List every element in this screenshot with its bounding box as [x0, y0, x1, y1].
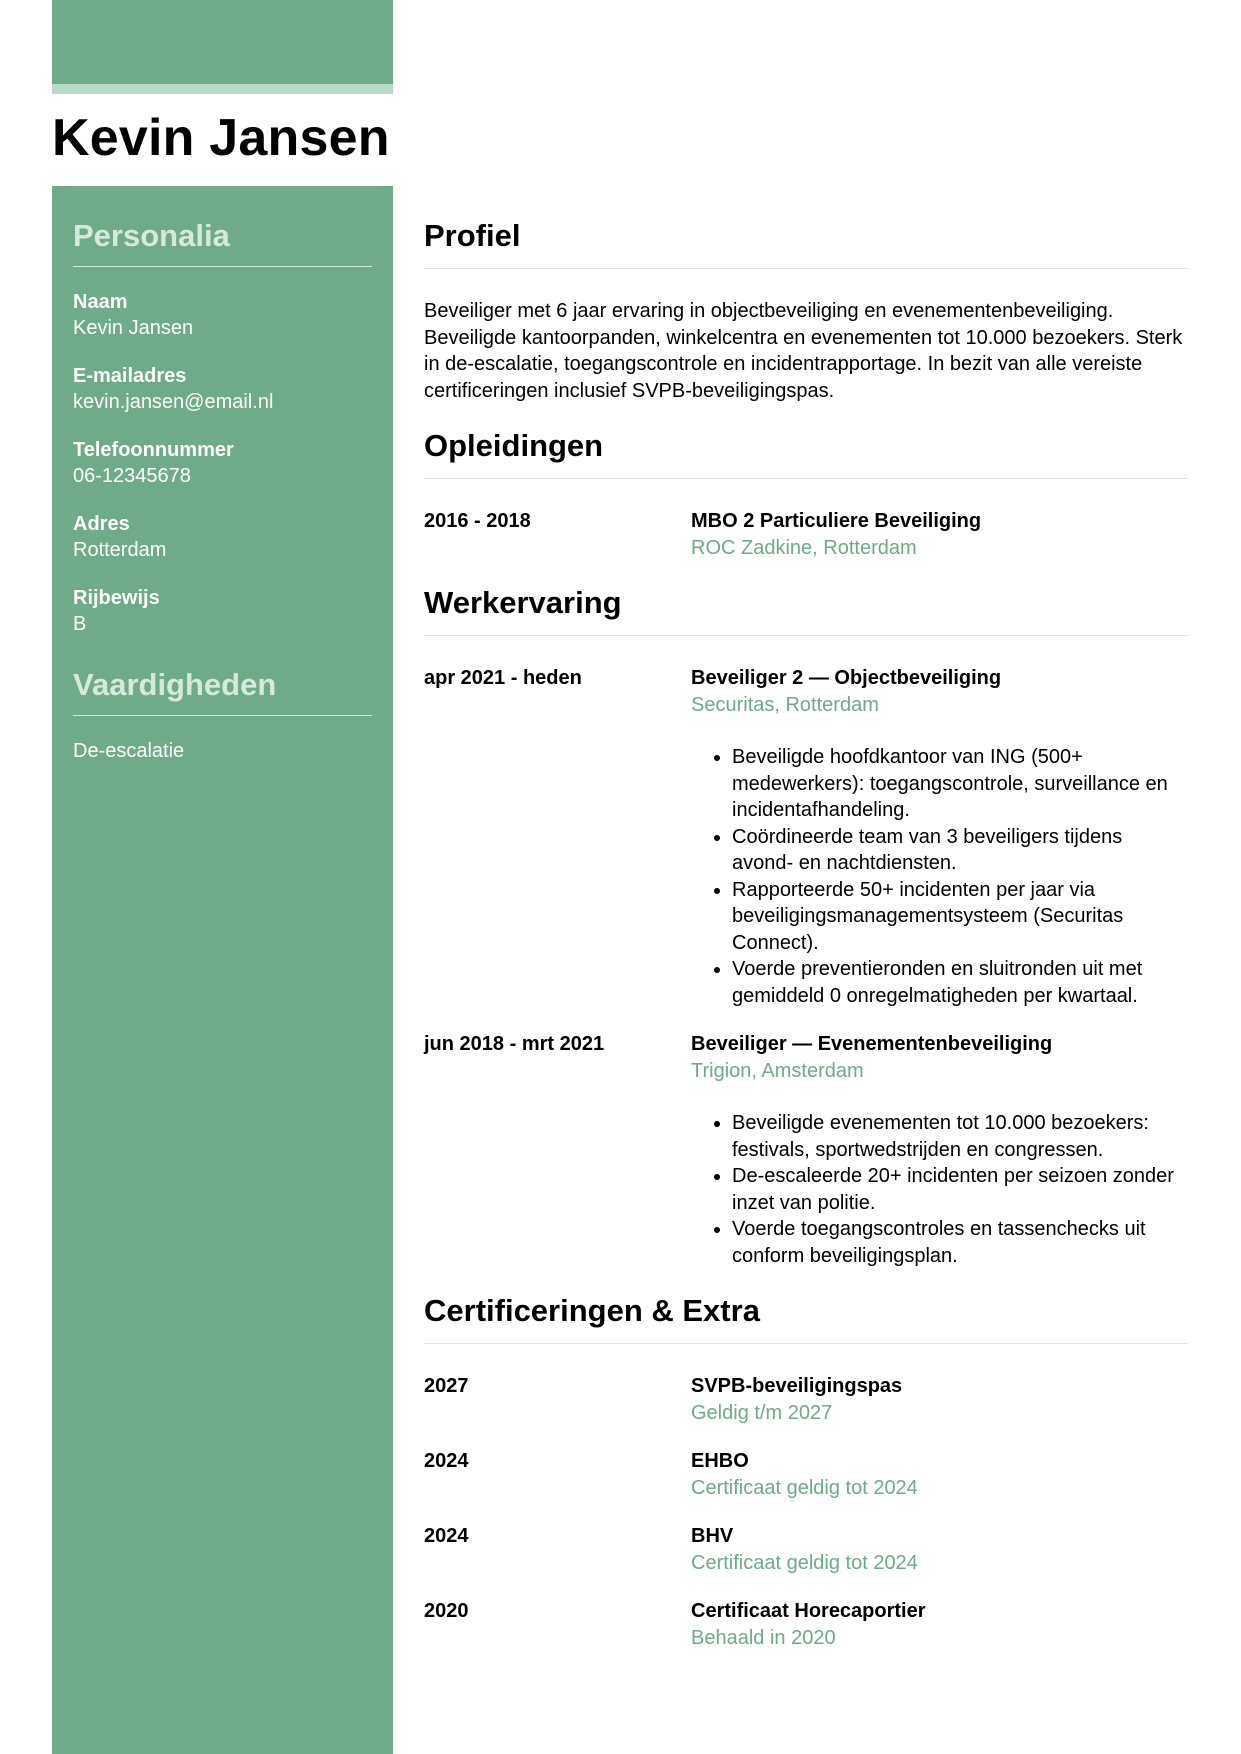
profile-section	[424, 216, 1188, 404]
certifications-heading: Certificeringen & Extra	[424, 1291, 1188, 1344]
candidate-name: Kevin Jansen	[52, 109, 390, 167]
field-label: Adres	[73, 513, 130, 535]
entry-subtitle: Certificaat geldig tot 2024	[691, 1476, 918, 1499]
entry-title: SVPB-beveiligingspas	[691, 1375, 903, 1397]
certification-entry	[424, 1373, 1188, 1426]
entry-body	[691, 665, 1188, 1009]
bullet-item: • Voerde preventieronden en sluitronden uit met gemiddeld 0 onregelmatigheden per kwartaal.	[732, 956, 1188, 1009]
entry-body	[691, 1598, 1188, 1651]
sidebar-accent-stripe	[52, 84, 393, 94]
entry-subtitle: Certificaat geldig tot 2024	[691, 1551, 918, 1574]
bullet-item: • Coördineerde team van 3 beveiligers tijdens avond- en nachtdiensten.	[732, 824, 1188, 877]
entry-title: EHBO	[691, 1450, 749, 1472]
field-label: Telefoonnummer	[73, 439, 234, 461]
bullet-item: • De-escaleerde 20+ incidenten per seizoen zonder inzet van politie.	[732, 1163, 1188, 1216]
entry-body	[691, 1523, 1188, 1576]
bullet-item: • Beveiligde evenementen tot 10.000 bezoekers: festivals, sportwedstrijden en congressen.	[732, 1110, 1188, 1163]
main-content	[424, 186, 1188, 1651]
entry-date: apr 2021 - heden	[424, 667, 582, 689]
bullet-list	[691, 1110, 1188, 1269]
field-label: E-mailadres	[73, 365, 187, 387]
entry-title: Certificaat Horecaportier	[691, 1600, 926, 1622]
field-label: Rijbewijs	[73, 587, 160, 609]
field-value: Rotterdam	[73, 539, 167, 561]
profile-heading: Profiel	[424, 216, 1188, 269]
sidebar-header-block	[52, 0, 393, 84]
field-rijbewijs	[73, 585, 372, 637]
entry-subtitle: Securitas, Rotterdam	[691, 693, 879, 716]
entry-date: 2027	[424, 1375, 469, 1397]
entry-subtitle: ROC Zadkine, Rotterdam	[691, 536, 917, 559]
entry-body	[691, 508, 1188, 561]
bullet-list	[691, 744, 1188, 1009]
entry-title: Beveiliger 2 — Objectbeveiliging	[691, 667, 1002, 689]
entry-title: MBO 2 Particuliere Beveiliging	[691, 510, 982, 532]
entry-date: 2016 - 2018	[424, 510, 531, 532]
entry-subtitle: Behaald in 2020	[691, 1626, 836, 1649]
entry-subtitle: Geldig t/m 2027	[691, 1401, 833, 1424]
entry-date: 2020	[424, 1600, 469, 1622]
field-email	[73, 363, 372, 415]
bullet-item: • Rapporteerde 50+ incidenten per jaar via beveiligingsmanagementsysteem (Securitas Connect).	[732, 877, 1188, 957]
sidebar	[52, 186, 393, 1754]
education-section	[424, 426, 1188, 561]
certification-entry	[424, 1448, 1188, 1501]
entry-body	[691, 1373, 1188, 1426]
personalia-heading: Personalia	[73, 216, 372, 267]
field-value: Kevin Jansen	[73, 317, 194, 339]
entry-date: 2024	[424, 1450, 469, 1472]
entry-body	[691, 1031, 1188, 1269]
experience-entry	[424, 1031, 1188, 1269]
entry-date: 2024	[424, 1525, 469, 1547]
field-adres	[73, 511, 372, 563]
education-heading: Opleidingen	[424, 426, 1188, 479]
vaardigheden-heading: Vaardigheden	[73, 665, 372, 716]
field-telefoon	[73, 437, 372, 489]
field-value: kevin.jansen@email.nl	[73, 391, 274, 413]
certification-entry	[424, 1523, 1188, 1576]
education-entry	[424, 508, 1188, 561]
field-naam	[73, 289, 372, 341]
bullet-item: • Beveiligde hoofdkantoor van ING (500+ medewerkers): toegangscontrole, surveillance en incidentafhandeling.	[732, 744, 1188, 824]
field-label: Naam	[73, 291, 128, 313]
bullet-item: • Voerde toegangscontroles en tassenchecks uit conform beveiligingsplan.	[732, 1216, 1188, 1269]
personalia-list	[73, 289, 372, 637]
field-value: 06-12345678	[73, 465, 191, 487]
certifications-section	[424, 1291, 1188, 1651]
profile-text: Beveiliger met 6 jaar ervaring in objectbeveiliging en evenementenbeveiliging. Beveiligde kantoorpanden, winkelcentra en evenementen tot 10.000 bezoekers. Sterk in de-escalatie, toegangscontrole en incidentrapportage. In bezit van alle vereiste certificeringen inclusief SVPB-beveiligingspas.	[424, 300, 1183, 402]
experience-section	[424, 583, 1188, 1269]
entry-body	[691, 1448, 1188, 1501]
skill-item: De-escalatie	[73, 740, 185, 762]
experience-entry	[424, 665, 1188, 1009]
experience-heading: Werkervaring	[424, 583, 1188, 636]
field-value: B	[73, 613, 87, 635]
entry-subtitle: Trigion, Amsterdam	[691, 1059, 864, 1082]
entry-title: BHV	[691, 1525, 734, 1547]
entry-date: jun 2018 - mrt 2021	[424, 1033, 605, 1055]
certification-entry	[424, 1598, 1188, 1651]
entry-title: Beveiliger — Evenementenbeveiliging	[691, 1033, 1053, 1055]
